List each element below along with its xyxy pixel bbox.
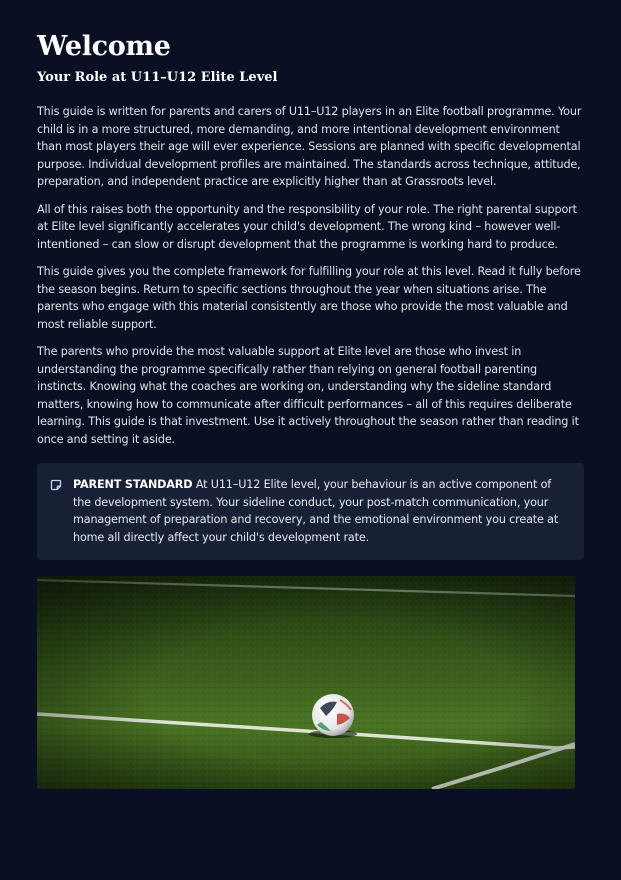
note-icon xyxy=(50,479,62,491)
intro-paragraph-2: All of this raises both the opportunity and the responsibility of your role. The right parental support at Elite level significantly accelerates your child's development. The wrong kind – however well-intentioned – can slow or disrupt development that the programme is working hard to produce. xyxy=(37,202,577,251)
callout-label: PARENT STANDARD xyxy=(73,478,193,491)
parent-standard-callout xyxy=(37,463,584,560)
intro-paragraph-1: This guide is written for parents and carers of U11–U12 players in an Elite football programme. Your child is in a more structured, more demanding, and more intentional development environment than most players their age will ever experience. Sessions are planned with specific developmental purpose. Individual development profiles are maintained. The standards across technique, attitude, preparation, and independent practice are explicitly higher than at Grassroots level. xyxy=(37,105,582,188)
page-subtitle: Your Role at U11–U12 Elite Level xyxy=(37,70,278,85)
intro-paragraph-4: The parents who provide the most valuable support at Elite level are those who invest in understanding the programme specifically rather than relying on general football parenting instincts. Knowing what the coaches are working on, understanding why the sideline standard matters, knowing how to communicate after difficult performances – all of this requires deliberate learning. This guide is that investment. Use it actively throughout the season rather than reading it once and setting it aside. xyxy=(37,345,579,446)
football-pitch-photo xyxy=(37,576,575,789)
football-ball xyxy=(312,694,354,736)
page-content xyxy=(37,30,584,789)
intro-paragraph-3: This guide gives you the complete framework for fulfilling your role at this level. Read it fully before the season begins. Return to specific sections throughout the year when situations arise. The parents who engage with this material consistently are those who provide the most valuable and most reliable support. xyxy=(37,265,581,331)
callout-body: At U11–U12 Elite level, your behaviour is an active component of the development system. Your sideline conduct, your post-match communication, your management of preparation and recovery, and the emotional environment you create at home all directly affect your child's development rate. xyxy=(73,478,559,544)
callout-text xyxy=(73,476,570,546)
page-title: Welcome xyxy=(37,31,171,62)
